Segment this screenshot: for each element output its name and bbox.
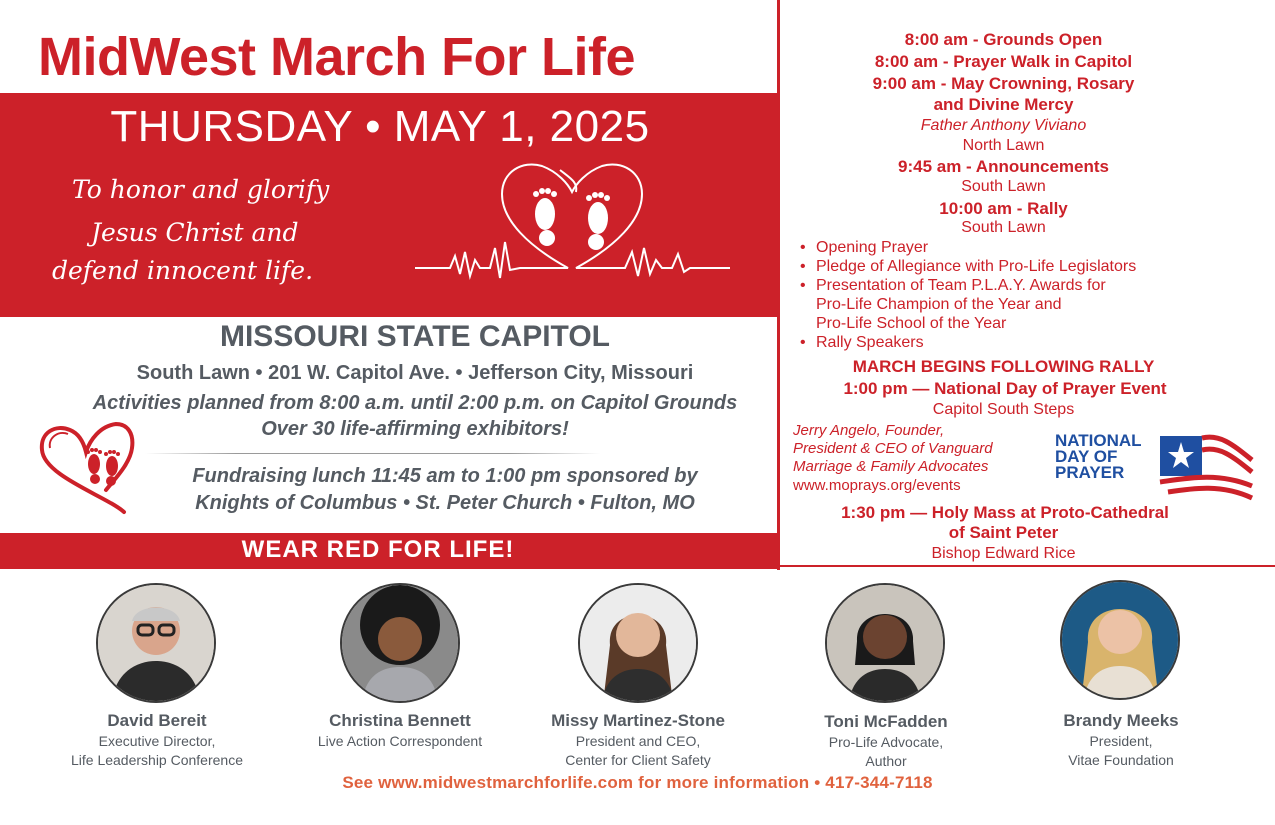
- speaker-name: Toni McFadden: [824, 712, 948, 731]
- venue-address: South Lawn • 201 W. Capitol Ave. • Jefferson City, Missouri: [136, 362, 694, 384]
- speaker-name: David Bereit: [107, 711, 207, 730]
- award-continuation-1: Pro-Life Champion of the Year and: [816, 296, 1062, 313]
- speaker-role: Author: [865, 753, 907, 769]
- jerry-line-3: Marriage & Family Advocates: [793, 458, 989, 475]
- schedule-prayer-walk: 8:00 am - Prayer Walk in Capitol: [874, 52, 1133, 71]
- moprays-link[interactable]: www.moprays.org/events: [793, 477, 961, 494]
- speaker-photo-toni: [825, 583, 945, 703]
- jerry-line-2: President & CEO of Vanguard: [793, 440, 993, 457]
- schedule-crowning-2: and Divine Mercy: [933, 95, 1074, 114]
- speaker-role: Live Action Correspondent: [317, 733, 483, 749]
- speaker-role: Pro-Life Advocate,: [828, 734, 944, 750]
- speaker-photo-missy: [578, 583, 698, 703]
- mission-line-1: To honor and glorify: [72, 175, 330, 204]
- schedule-mass-1: 1:30 pm — Holy Mass at Proto-Cathedral: [841, 503, 1169, 522]
- schedule-bishop: Bishop Edward Rice: [931, 545, 1076, 562]
- speaker-name: Brandy Meeks: [1063, 711, 1179, 730]
- lunch-line-1: Fundraising lunch 11:45 am to 1:00 pm sponsored by: [192, 465, 698, 487]
- speaker-photo-christina: [340, 583, 460, 703]
- schedule-capitol-steps: Capitol South Steps: [932, 401, 1075, 418]
- schedule-crowning-1: 9:00 am - May Crowning, Rosary: [872, 74, 1135, 93]
- speaker-name: Christina Bennett: [329, 711, 471, 730]
- speaker-role: President and CEO,: [575, 733, 701, 749]
- schedule-bottom-rule: [780, 565, 1275, 567]
- speaker-photo-david: [96, 583, 216, 703]
- schedule-south-lawn-1: South Lawn: [961, 178, 1046, 195]
- mission-line-3: defend innocent life.: [52, 256, 314, 285]
- event-date: THURSDAY • MAY 1, 2025: [110, 102, 650, 151]
- schedule-south-lawn-2: South Lawn: [961, 219, 1046, 236]
- schedule-father: Father Anthony Viviano: [920, 117, 1087, 134]
- footer-info[interactable]: See www.midwestmarchforlife.com for more information • 417-344-7118: [342, 773, 933, 792]
- schedule-mass-2: of Saint Peter: [948, 523, 1059, 542]
- mission-line-2: Jesus Christ and: [91, 218, 299, 247]
- exhibitors-line: Over 30 life-affirming exhibitors!: [261, 418, 569, 440]
- event-title: MidWest March For Life: [38, 27, 636, 87]
- schedule-north-lawn: North Lawn: [962, 137, 1045, 154]
- ndp-logo-text: NATIONAL DAY OF PRAYER: [1055, 431, 1142, 482]
- speaker-role: Life Leadership Conference: [70, 752, 243, 768]
- jerry-line-1: Jerry Angelo, Founder,: [793, 422, 945, 439]
- speaker-role: Executive Director,: [98, 733, 216, 749]
- venue-name: MISSOURI STATE CAPITOL: [219, 320, 610, 353]
- schedule-rally: 10:00 am - Rally: [939, 199, 1068, 218]
- heartbeat-footprints-icon: [410, 152, 740, 282]
- speaker-role: Vitae Foundation: [1068, 752, 1174, 768]
- speaker-role: Center for Client Safety: [565, 752, 711, 768]
- lunch-line-2: Knights of Columbus • St. Peter Church • Fulton, MO: [195, 492, 695, 514]
- schedule-grounds-open: 8:00 am - Grounds Open: [904, 30, 1103, 49]
- speaker-name: Missy Martinez-Stone: [551, 711, 725, 730]
- award-continuation-2: Pro-Life School of the Year: [816, 315, 1007, 332]
- schedule-march: MARCH BEGINS FOLLOWING RALLY: [852, 357, 1155, 376]
- wear-red-text: WEAR RED FOR LIFE!: [241, 536, 515, 563]
- schedule-ndp-event: 1:00 pm — National Day of Prayer Event: [843, 379, 1167, 398]
- activities-line: Activities planned from 8:00 a.m. until 2:00 p.m. on Capitol Grounds: [92, 392, 738, 414]
- speaker-photo-brandy: [1060, 580, 1180, 700]
- red-heart-footprints-icon: [36, 418, 136, 524]
- divider-line: [145, 453, 600, 454]
- speaker-role: President,: [1089, 733, 1153, 749]
- flag-logo-icon: [1158, 432, 1254, 502]
- schedule-announcements: 9:45 am - Announcements: [898, 157, 1109, 176]
